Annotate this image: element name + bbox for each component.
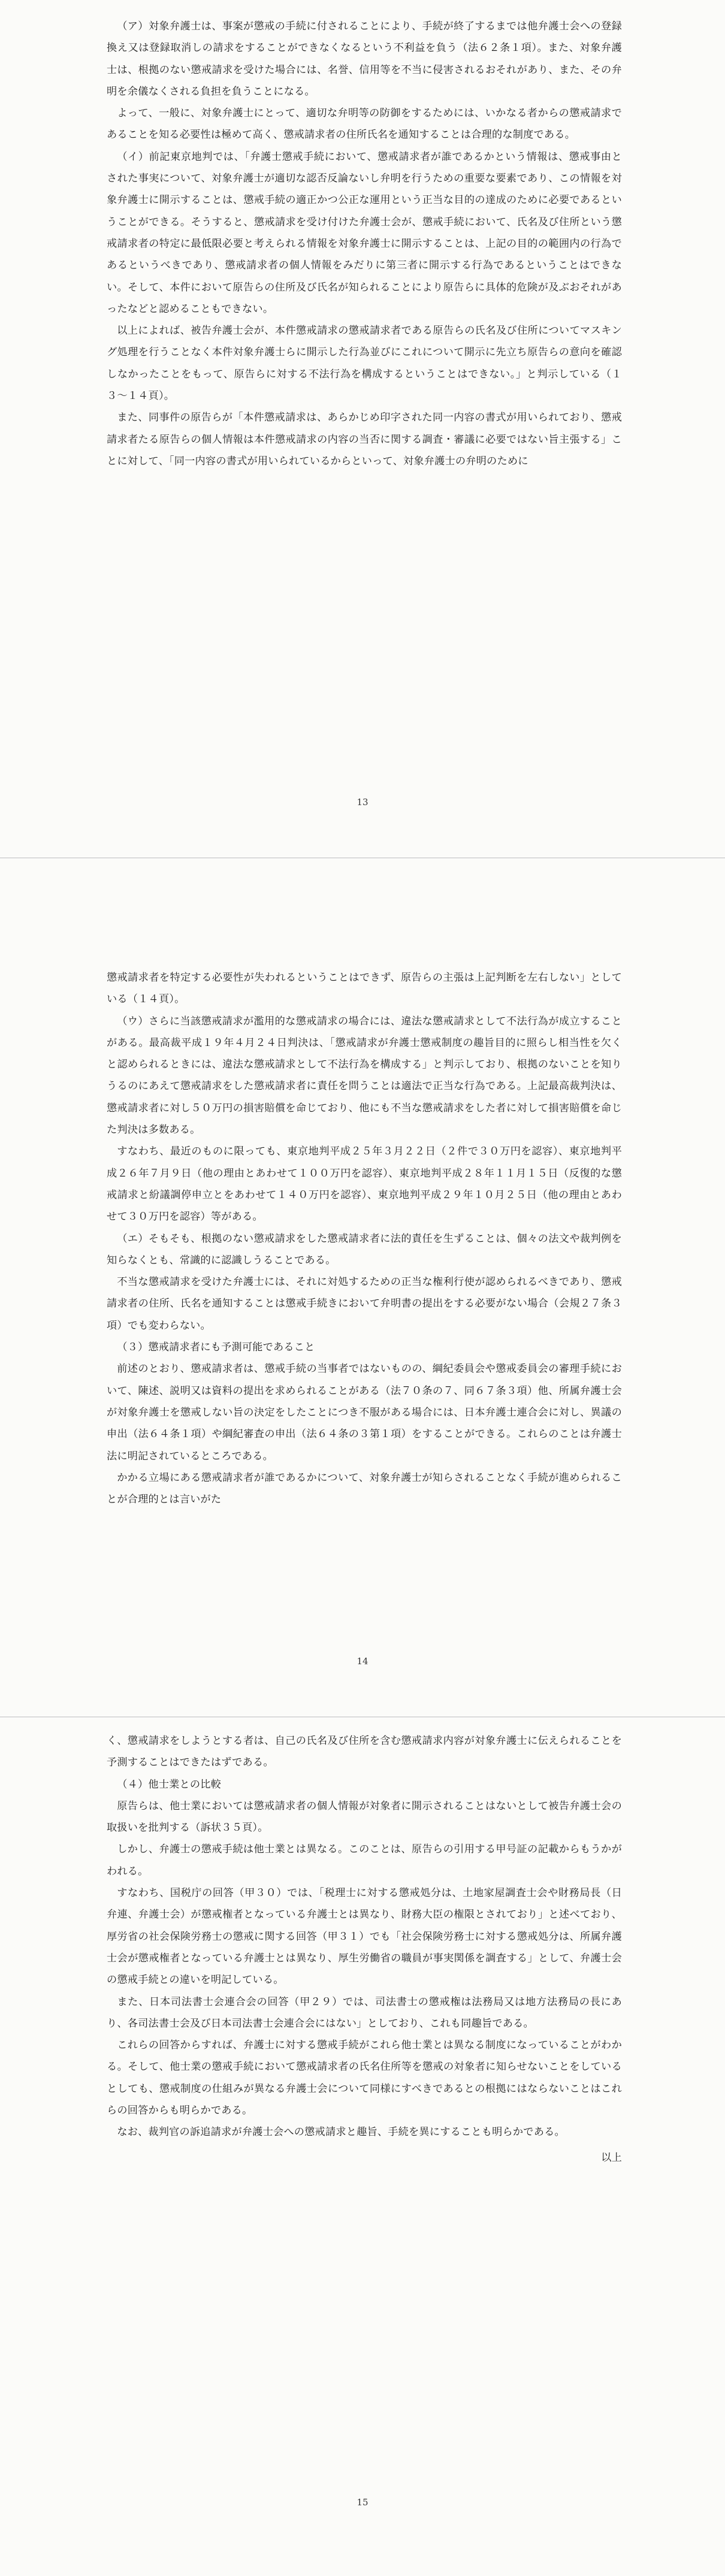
page-14	[0, 859, 725, 1716]
page-number: 13	[357, 797, 368, 808]
paragraph: すなわち、国税庁の回答（甲３０）では、「税理士に対する懲戒処分は、土地家屋調査士会や財務局長（日弁連、弁護士会）が懲戒権者となっている弁護士とは異なり、財務大臣の権限とされており」と述べており、厚労省の社会保険労務士の懲戒に関する回答（甲３１）でも「社会保険労務士に対する懲戒処分は、所属弁護士会が懲戒権者となっている弁護士とは異なり、厚生労働省の職員が事実関係を調査する」として、弁護士会の懲戒手続との違いを明記している。	[107, 1887, 622, 1987]
page-number: 15	[357, 2497, 368, 2508]
paragraph: また、同事件の原告らが「本件懲戒請求は、あらかじめ印字された同一内容の書式が用いられており、懲戒請求者たる原告らの個人情報は本件懲戒請求の内容の当否に関する調査・審議に必要ではない旨主張する」ことに対して、「同一内容の書式が用いられているからといって、対象弁護士の弁明のために	[107, 412, 622, 467]
paragraph: かかる立場にある懲戒請求者が誰であるかについて、対象弁護士が知らされることなく手続が進められることが合理的とは言いがた	[107, 1471, 622, 1506]
page-14-body	[107, 967, 622, 1510]
paragraph: 原告らは、他士業においては懲戒請求者の個人情報が対象者に開示されることはないとして被告弁護士会の取扱いを批判する（訴状３５頁）。	[107, 1800, 622, 1834]
paragraph: 前述のとおり、懲戒請求者は、懲戒手続の当事者ではないものの、綱紀委員会や懲戒委員会の審理手続において、陳述、説明又は資料の提出を求められることがある（法７０条の７、同６７条３項）他、所属弁護士会が対象弁護士を懲戒しない旨の決定をしたことにつき不服がある場合には、日本弁護士連合会に対し、異議の申出（法６４条１項）や綱紀審査の申出（法６４条の３第１項）をすることができる。これらのことは弁護士法に明記されているところである。	[107, 1363, 622, 1462]
section-heading: （３）懲戒請求者にも予測可能であること	[117, 1341, 315, 1354]
paragraph: （イ）前記東京地判では、「弁護士懲戒手続において、懲戒請求者が誰であるかという情報は、懲戒事由とされた事実について、対象弁護士が適切な認否反論ないし弁明を行うための重要な要素であり、この情報を対象弁護士に開示することは、懲戒手続の適正かつ公正な運用という正当な目的の達成のために必要であるということができる。そうすると、懲戒請求を受け付けた弁護士会が、懲戒手続において、氏名及び住所という懲戒請求者の特定に最低限必要と考えられる情報を対象弁護士に開示することは、上記の目的の範囲内の行為であるというべきであり、懲戒請求者の個人情報をみだりに第三者に開示する行為であるということはできない。そして、本件において原告らの住所及び氏名が知られることにより原告らに具体的危険が及ぶおそれがあったなどと認めることもできない。	[107, 150, 622, 315]
page-13-body	[107, 16, 622, 472]
paragraph: （ア）対象弁護士は、事案が懲戒の手続に付されることにより、手続が終了するまでは他弁護士会への登録換え又は登録取消しの請求をすることができなくなるという不利益を負う（法６２条１項）。また、対象弁護士は、根拠のない懲戒請求を受けた場合には、名誉、信用等を不当に侵害されるおそれがあり、また、その弁明を余儀なくされる負担を負うことになる。	[107, 20, 622, 98]
section-heading: （４）他士業との比較	[117, 1778, 222, 1791]
paragraph: よって、一般に、対象弁護士にとって、適切な弁明等の防御をするためには、いかなる者からの懲戒請求であることを知る必要性は極めて高く、懲戒請求者の住所氏名を通知することは合理的な制度である。	[107, 107, 622, 141]
page-divider	[0, 1716, 725, 1718]
paragraph: なお、裁判官の訴追請求が弁護士会への懲戒請求と趣旨、手続を異にすることも明らかである。	[117, 2126, 565, 2139]
paragraph: また、日本司法書士会連合会の回答（甲２９）では、司法書士の懲戒権は法務局又は地方法務局の長にあり、各司法書士会及び日本司法書士会連合会にはない」としており、これも同趣旨である。	[107, 1996, 622, 2030]
page-15	[0, 1718, 725, 2576]
page-15-body	[107, 1730, 622, 2169]
paragraph: しかし、弁護士の懲戒手続は他士業とは異なる。このことは、原告らの引用する甲号証の記載からもうかがわれる。	[107, 1843, 622, 1877]
paragraph: （ウ）さらに当該懲戒請求が濫用的な懲戒請求の場合には、違法な懲戒請求として不法行為が成立することがある。最高裁平成１９年４月２４日判決は、「懲戒請求が弁護士懲戒制度の趣旨目的に照らし相当性を欠くと認められるときには、違法な懲戒請求として不法行為を構成する」と判示しており、根拠のないことを知りうるのにあえて懲戒請求をした懲戒請求者に責任を問うことは適法で正当な行為である。上記最高裁判決は、懲戒請求者に対し５０万円の損害賠償を命じており、他にも不当な懲戒請求をした者に対して損害賠償を命じた判決は多数ある。	[107, 1015, 622, 1136]
paragraph: 不当な懲戒請求を受けた弁護士には、それに対処するための正当な権利行使が認められるべきであり、懲戒請求者の住所、氏名を通知することは懲戒手続きにおいて弁明書の提出をする必要がない場合（会規２７条３項）でも変わらない。	[107, 1276, 622, 1332]
page-divider	[0, 857, 725, 858]
closing-mark: 以上	[601, 2151, 622, 2164]
paragraph: く、懲戒請求をしようとする者は、自己の氏名及び住所を含む懲戒請求内容が対象弁護士に伝えられることを予測することはできたはずである。	[107, 1735, 622, 1769]
paragraph: 以上によれば、被告弁護士会が、本件懲戒請求の懲戒請求者である原告らの氏名及び住所についてマスキング処理を行うことなく本件対象弁護士らに開示した行為並びにこれについて開示に先立ち原告らの意向を確認しなかったことをもって、原告らに対する不法行為を構成するということはできない。」と判示している（１３～１４頁）。	[107, 325, 622, 403]
paragraph: 懲戒請求者を特定する必要性が失われるということはできず、原告らの主張は上記判断を左右しない」としている（１４頁）。	[107, 972, 622, 1006]
page-13	[0, 0, 725, 857]
paragraph: これらの回答からすれば、弁護士に対する懲戒手続がこれら他士業とは異なる制度になっていることがわかる。そして、他士業の懲戒手続において懲戒請求者の氏名住所等を懲戒の対象者に知らせないことをしているとしても、懲戒制度の仕組みが異なる弁護士会について同様にすべきであるとの根拠にはならないことはこれらの回答からも明らかである。	[107, 2039, 622, 2117]
paragraph: （エ）そもそも、根拠のない懲戒請求をした懲戒請求者に法的責任を生ずることは、個々の法文や裁判例を知らなくとも、常識的に認識しうることである。	[107, 1232, 622, 1266]
paragraph: すなわち、最近のものに限っても、東京地判平成２５年３月２２日（２件で３０万円を認容）、東京地判平成２６年７月９日（他の理由とあわせて１００万円を認容）、東京地判平成２８年１１月１５日（反復的な懲戒請求と紛議調停申立とをあわせて１４０万円を認容）、東京地判平成２９年１０月２５日（他の理由とあわせて３０万円を認容）等がある。	[107, 1145, 622, 1223]
page-number: 14	[357, 1656, 368, 1667]
